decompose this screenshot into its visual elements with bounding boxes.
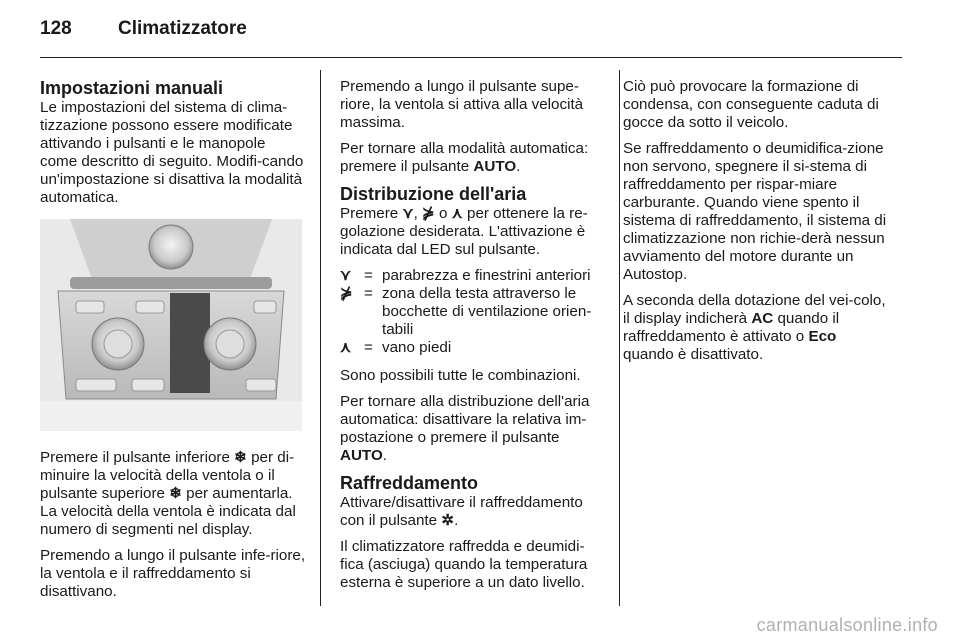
section-heading: Distribuzione dell'aria [340,184,527,204]
column-3 [623,78,889,372]
fan-icon: ❄ [234,449,247,466]
paragraph: Per tornare alla distribuzione dell'aria automatica: disattivare la relativa im-postazione o premere il pulsante AUTO. [340,393,590,464]
column-2 [340,78,606,592]
column-1 [40,78,306,609]
climate-control-panel-photo [40,219,302,431]
airflow-symbol-list [340,267,606,357]
eco-indicator-label: Eco [808,328,837,345]
section-heading: Raffreddamento [340,473,479,493]
paragraph: Ciò può provocare la formazione di condensa, con conseguente caduta di gocce da sotto il veicolo. [623,78,879,131]
control-panel-illustration [40,219,302,431]
page-header [40,18,247,40]
paragraph: Se raffreddamento o deumidifica-zione non servono, spegnere il si-stema di raffreddamento per rispar-miare carburante. Quando viene spento il sistema di raffreddamento, il sistema di climatizzazione non richie-derà nessun avviamento del motore durante un Autostop. [623,140,887,283]
snowflake-icon: ✲ [441,512,455,529]
windshield-airflow-icon: ⋎ [340,267,352,284]
paragraph: Premendo a lungo il pulsante supe-riore, la ventola si attiva alla velocità massima. [340,78,584,131]
paragraph: Premere il pulsante inferiore ❄ per di-minuire la velocità della ventola o il pulsante superiore ❄ per aumentarla. La velocità della ventola è indicata dal numero di segmenti nel display. [40,449,296,538]
head-airflow-icon: ⋡ [340,285,353,302]
section-heading: Impostazioni manuali [40,78,224,98]
windshield-airflow-icon: ⋎ [402,205,414,222]
header-rule [40,57,902,58]
paragraph: Il climatizzatore raffredda e deumidi-fica (asciuga) quando la temperatura esterna è superiore a un dato livello. [340,538,588,591]
list-item: ⋡ = zona della testa attraverso le bocchette di ventilazione orien-tabili [340,285,592,338]
paragraph: Le impostazioni del sistema di clima-tizzazione possono essere modificate attivando i pulsanti e le manopole come descritto di seguito. Modifi-cando un'impostazione si disattiva la modalità automatica. [40,99,304,206]
paragraph: A seconda della dotazione del vei-colo, il display indicherà AC quando il raffreddamento è attivato o Eco quando è disattivato. [623,292,886,363]
column-divider [320,70,321,606]
paragraph: Per tornare alla modalità automatica: premere il pulsante AUTO. [340,140,589,175]
head-airflow-icon: ⋡ [422,205,435,222]
paragraph: Premere ⋎, ⋡ o ⋏ per ottenere la re-golazione desiderata. L'attivazione è indicata dal LED sul pulsante. [340,205,588,258]
paragraph: Attivare/disattivare il raffreddamento con il pulsante ✲. [340,494,583,529]
list-item: ⋏ = vano piedi [340,339,452,356]
page-number: 128 [40,18,72,39]
column-divider [619,70,620,606]
page-title: Climatizzatore [118,18,247,39]
paragraph: Premendo a lungo il pulsante infe-riore, la ventola e il raffreddamento si disattivano. [40,547,306,600]
feet-airflow-icon: ⋏ [451,205,463,222]
watermark: carmanualsonline.info [756,615,938,635]
feet-airflow-icon: ⋏ [340,339,352,356]
fan-icon: ❄ [169,485,182,502]
list-item: ⋎ = parabrezza e finestrini anteriori [340,267,591,284]
ac-indicator-label: AC [751,310,774,327]
paragraph: Sono possibili tutte le combinazioni. [340,367,581,384]
